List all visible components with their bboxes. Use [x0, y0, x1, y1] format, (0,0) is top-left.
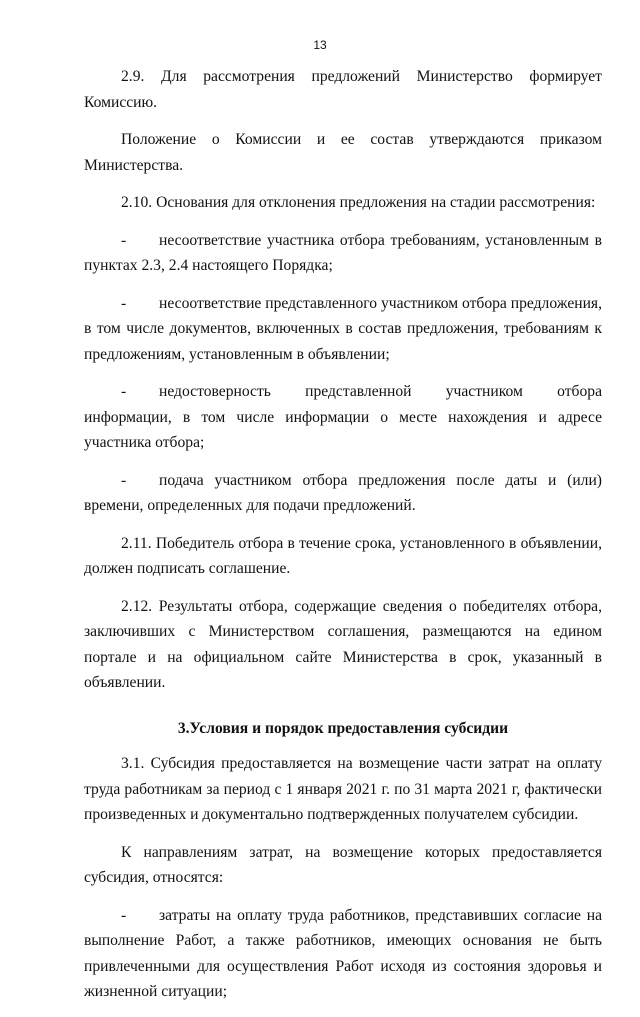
list-item-text: несоответствие участника отбора требованиям, установленным в пунктах 2.3, 2.4 настоящего Порядка; — [84, 231, 602, 274]
paragraph-2-10: 2.10. Основания для отклонения предложения на стадии рассмотрения: — [121, 194, 596, 211]
list-item — [84, 379, 602, 456]
list-item-text: затраты на оплату труда работников, представивших согласие на выполнение Работ, а также работников, имеющих основания не быть привлеченными для осуществления Работ исходя из состояния здоровья и жизненной ситуации; — [84, 906, 602, 1000]
list-item — [84, 903, 602, 1005]
list-item-text: недостоверность представленной участником отбора информации, в том числе информации о месте нахождения и адресе участника отбора; — [84, 383, 602, 451]
section-heading: 3.Условия и порядок предоставления субсидии — [177, 719, 509, 737]
list-item — [84, 468, 602, 519]
list-item — [84, 228, 602, 279]
list-dash: - — [121, 231, 127, 249]
page-number: 13 — [313, 38, 327, 52]
list-item — [84, 291, 602, 368]
paragraph-2-12: 2.12. Результаты отбора, содержащие сведения о победителях отбора, заключивших с Министерством соглашения, размещаются на едином портале и на официальном сайте Министерства в срок, указанный в объявлении. — [84, 597, 602, 691]
list-dash: - — [121, 906, 127, 924]
list-item-text: подача участником отбора предложения после даты и (или) времени, определенных для подачи предложений. — [84, 471, 602, 514]
paragraph-2-11: 2.11. Победитель отбора в течение срока, установленного в объявлении, должен подписать соглашение. — [84, 534, 602, 577]
list-item-text: несоответствие представленного участником отбора предложения, в том числе документов, включенных в состав предложения, требованиям к предложениям, установленным в объявлении; — [84, 294, 602, 363]
list-dash: - — [121, 471, 127, 489]
list-dash: - — [121, 294, 127, 312]
list-dash: - — [121, 383, 127, 400]
paragraph-2-9: 2.9. Для рассмотрения предложений Министерство формирует Комиссию. — [84, 68, 602, 111]
paragraph-cost-directions: К направлениям затрат, на возмещение которых предоставляется субсидия, относятся: — [84, 843, 602, 886]
paragraph-commission-regulation: Положение о Комиссии и ее состав утверждаются приказом Министерства. — [84, 131, 602, 174]
paragraph-3-1: 3.1. Субсидия предоставляется на возмещение части затрат на оплату труда работникам за период с 1 января 2021 г. по 31 марта 2021 г, фактически произведенных и документально подтвержденных получателем субсидии. — [84, 755, 602, 823]
document-body — [84, 64, 602, 1017]
